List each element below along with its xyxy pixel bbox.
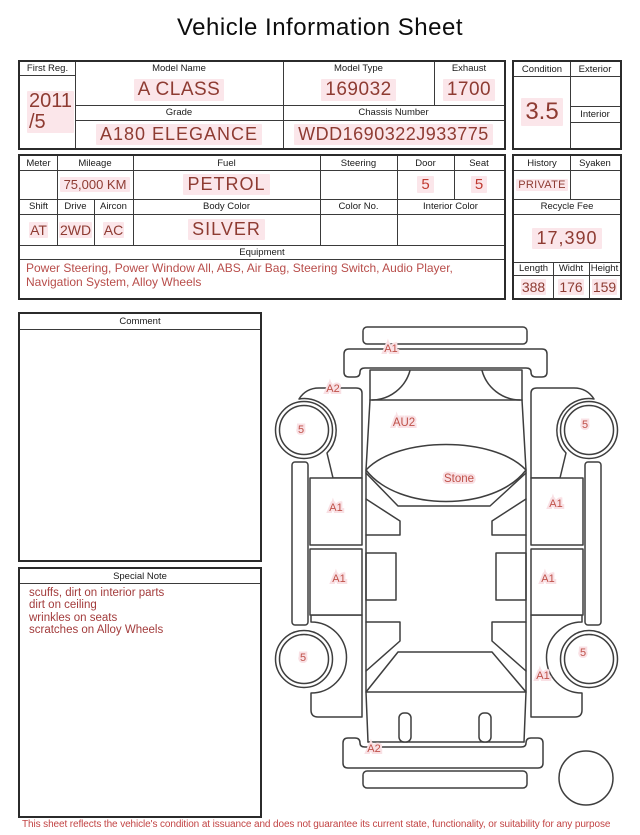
damage-label-front-right-wheel: 5 xyxy=(581,419,589,431)
special-note-label: Special Note xyxy=(113,570,167,582)
door-front-right xyxy=(531,478,583,545)
page-title: Vehicle Information Sheet xyxy=(176,14,463,41)
front-grille-bar xyxy=(363,327,527,344)
meter-label: Meter xyxy=(26,157,51,169)
door-rear-right xyxy=(531,549,583,615)
grade-label: Grade xyxy=(165,107,193,118)
equipment-label: Equipment xyxy=(239,246,285,258)
color-no-label: Color No. xyxy=(338,201,379,212)
door-label: Door xyxy=(415,157,436,169)
model-name-label: Model Name xyxy=(152,63,206,74)
special-note-list xyxy=(29,587,257,637)
body-color-value: SILVER xyxy=(133,214,320,245)
grid-line xyxy=(20,329,260,330)
car-damage-diagram xyxy=(268,315,640,815)
widht-label: Widht xyxy=(558,263,584,274)
windshield-corner-left xyxy=(372,371,410,401)
fees-table xyxy=(512,154,622,300)
damage-label-rear-bumper: A2 xyxy=(367,743,381,755)
length-label: Length xyxy=(518,263,549,274)
condition-label: Condition xyxy=(521,63,563,75)
info-table xyxy=(18,60,506,150)
damage-label-hood: AU2 xyxy=(392,417,416,429)
widht-value: 176 xyxy=(559,278,583,295)
exhaust-label: Exhaust xyxy=(451,63,487,74)
damage-label-rear-left-wheel: 5 xyxy=(299,652,307,664)
grade-value: A180 ELEGANCE xyxy=(75,120,283,148)
body-color-label: Body Color xyxy=(203,201,250,212)
grid-line xyxy=(570,122,620,123)
tail-slot-right xyxy=(479,713,491,742)
model-type-label: Model Type xyxy=(334,63,383,74)
spare-wheel xyxy=(559,751,613,805)
chassis-number-value: WDD1690322J933775 xyxy=(283,120,504,148)
exhaust-value: 1700 xyxy=(434,75,504,105)
condition-table xyxy=(512,60,622,150)
mileage-value: 75,000 KM xyxy=(57,170,133,199)
tail-slot-left xyxy=(399,713,411,742)
history-value: PRIVATE xyxy=(518,178,566,191)
spec-table xyxy=(18,154,506,300)
door-value: 5 xyxy=(397,170,454,199)
steering-label: Steering xyxy=(340,157,377,169)
side-window-left xyxy=(366,553,396,600)
comment-label: Comment xyxy=(119,316,161,327)
special-note-line: wrinkles on seats xyxy=(29,611,118,624)
rocker-panel-right xyxy=(585,462,601,625)
condition-value: 3.5 xyxy=(514,76,570,148)
damage-label-rear-right-door: A1 xyxy=(541,573,555,585)
model-name-value: A CLASS xyxy=(75,75,283,105)
quarter-window-front-right xyxy=(492,499,526,535)
grid-line xyxy=(20,583,260,584)
model-type-value: 169032 xyxy=(283,75,434,105)
fuel-value: PETROL xyxy=(133,170,320,199)
exterior-label: Exterior xyxy=(578,63,612,75)
seat-value: 5 xyxy=(454,170,504,199)
fuel-label: Fuel xyxy=(217,157,236,169)
side-window-right xyxy=(496,553,526,600)
first-reg-label: First Reg. xyxy=(26,63,69,74)
damage-label-rear-right-quarter: A1 xyxy=(536,670,550,682)
height-value: 159 xyxy=(592,278,617,295)
damage-label-front-left-door: A1 xyxy=(329,502,343,514)
special-note-line: scuffs, dirt on interior parts xyxy=(29,587,165,599)
rear-lower-bar xyxy=(363,771,527,788)
history-label: History xyxy=(527,157,557,169)
special-note-box xyxy=(18,567,262,818)
height-label: Height xyxy=(590,263,619,274)
quarter-window-front-left xyxy=(366,499,400,535)
chassis-number-label: Chassis Number xyxy=(358,107,429,118)
mileage-label: Mileage xyxy=(78,157,112,169)
drive-label: Drive xyxy=(64,201,87,212)
damage-label-rear-left-door: A1 xyxy=(332,573,346,585)
interior-label: Interior xyxy=(580,108,610,120)
quarter-window-rear-right xyxy=(492,622,526,671)
seat-label: Seat xyxy=(469,157,489,169)
first-reg-value: 2011 /5 xyxy=(29,89,73,133)
syaken-label: Syaken xyxy=(579,157,611,169)
aircon-label: Aircon xyxy=(100,201,127,212)
shift-value: AT xyxy=(30,221,47,238)
recycle-fee-label: Recycle Fee xyxy=(540,201,594,212)
damage-label-rear-right-wheel: 5 xyxy=(579,647,587,659)
damage-label-windshield: Stone xyxy=(443,473,475,485)
wheel-front-right-rim xyxy=(565,406,614,455)
recycle-fee-value: 17,390 xyxy=(514,214,620,262)
damage-label-front-bumper: A1 xyxy=(384,343,398,355)
damage-label-front-right-door: A1 xyxy=(549,498,563,510)
rear-window xyxy=(366,652,526,692)
damage-label-front-left-fender: A2 xyxy=(326,383,340,395)
rocker-panel-left xyxy=(292,462,308,625)
front-bumper xyxy=(344,349,547,377)
windshield-corner-right xyxy=(482,371,520,401)
special-note-line: dirt on ceiling xyxy=(29,599,97,612)
length-value: 388 xyxy=(521,278,546,295)
drive-value: 2WD xyxy=(59,221,92,238)
disclaimer-text: This sheet reflects the vehicle's condition at issuance and does not guarantee its current state, functionality, or suitability for any purpose xyxy=(22,819,611,830)
equipment-value: Power Steering, Power Window All, ABS, Air Bag, Steering Switch, Audio Player, Navigation System, Alloy Wheels xyxy=(26,261,453,289)
special-note-line: scratches on Alloy Wheels xyxy=(29,624,164,637)
hood-outline xyxy=(370,370,522,400)
wheel-rear-right-rim xyxy=(565,635,614,684)
quarter-window-rear-left xyxy=(366,622,400,671)
aircon-value: AC xyxy=(103,221,124,238)
damage-label-front-left-wheel: 5 xyxy=(297,424,305,436)
interior-color-label: Interior Color xyxy=(423,201,478,212)
comment-box xyxy=(18,312,262,562)
shift-label: Shift xyxy=(28,201,48,212)
